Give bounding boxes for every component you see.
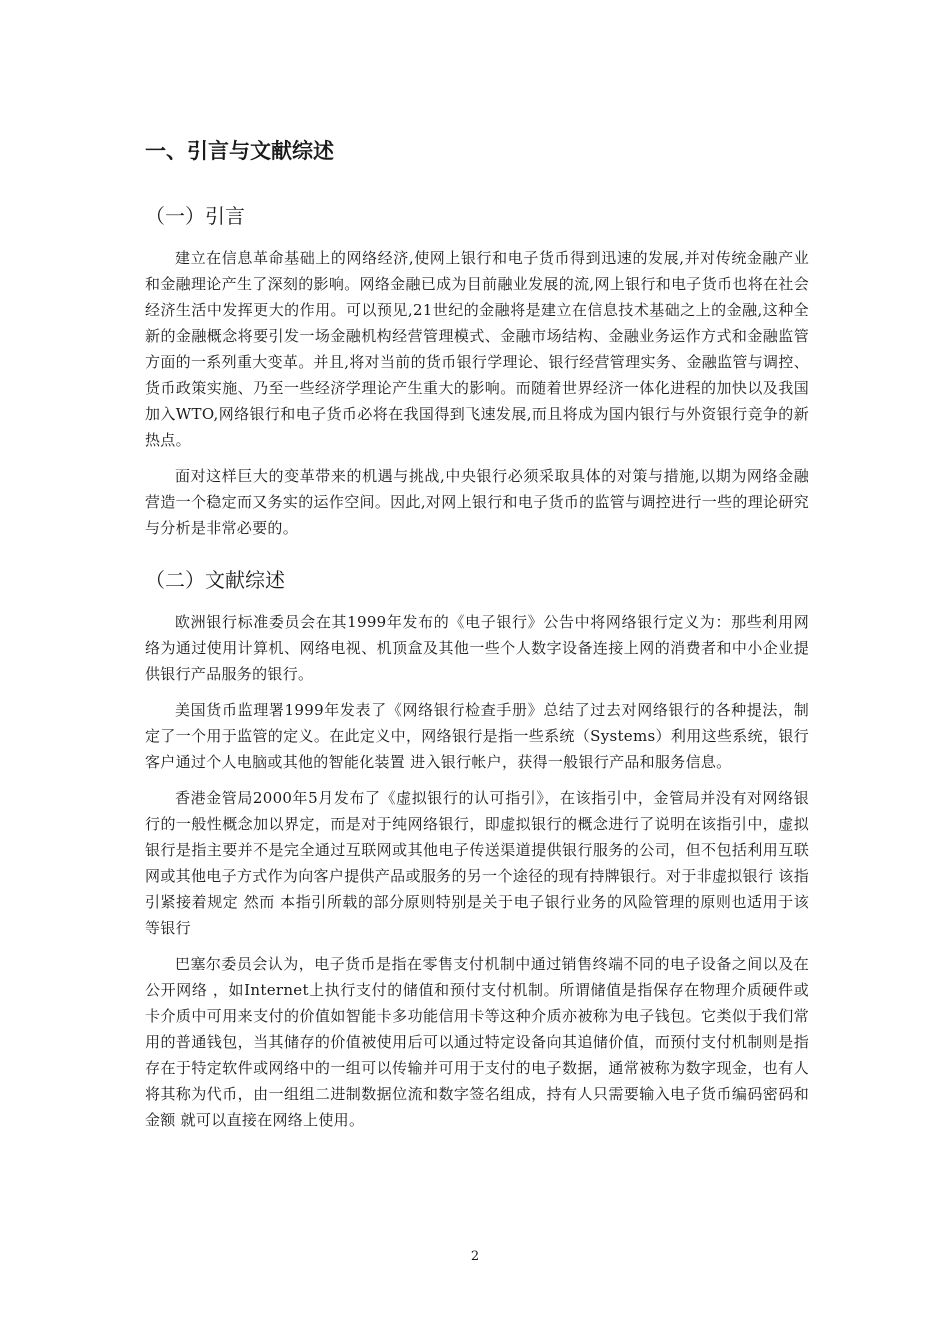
paragraph: 巴塞尔委员会认为，电子货币是指在零售支付机制中通过销售终端不同的电子设备之间以及在公开网络 ，如Internet上执行支付的储值和预付支付机制。所谓储值是指保存在物理介质硬件或卡介质中可用来支付的价值如智能卡多功能信用卡等这种介质亦被称为电子钱包。它类似于我们常用的普通钱包，当其储存的价值被使用后可以通过特定设备向其追储价值，而预付支付机制则是指存在于特定软件或网络中的一组可以传输并可用于支付的电子数据，通常被称为数字现金，也有人将其称为代币，由一组组二进制数据位流和数字签名组成，持有人只需要输入电子货币编码密码和金额 就可以直接在网络上使用。 xyxy=(145,955,809,1129)
chapter-heading: 一、引言与文献综述 xyxy=(145,139,334,163)
paragraph: 美国货币监理署1999年发表了《网络银行检查手册》总结了过去对网络银行的各种提法，制定了一个用于监管的定义。在此定义中，网络银行是指一些系统（Systems）利用这些系统，银行客户通过个人电脑或其他的智能化装置 进入银行帐户，获得一般银行产品和服务信息。 xyxy=(145,701,809,771)
paragraph: 欧洲银行标准委员会在其1999年发布的《电子银行》公告中将网络银行定义为：那些利用网络为通过使用计算机、网络电视、机顶盒及其他一些个人数字设备连接上网的消费者和中小企业提供银行产品服务的银行。 xyxy=(145,613,809,683)
section-introduction xyxy=(145,199,809,541)
section-title-introduction: （一）引言 xyxy=(145,204,245,228)
paragraph: 建立在信息革命基础上的网络经济,使网上银行和电子货币得到迅速的发展,并对传统金融产业和金融理论产生了深刻的影响。网络金融已成为目前融业发展的流,网上银行和电子货币也将在社会经济生活中发挥更大的作用。可以预见,21世纪的金融将是建立在信息技术基础之上的金融,这种全新的金融概念将要引发一场金融机构经营管理模式、金融市场结构、金融业务运作方式和金融监管方面的一系列重大变革。并且,将对当前的货币银行学理论、银行经营管理实务、金融监管与调控、货币政策实施、乃至一些经济学理论产生重大的影响。而随着世界经济一体化进程的加快以及我国加入WTO,网络银行和电子货币必将在我国得到飞速发展,而且将成为国内银行与外资银行竞争的新热点。 xyxy=(145,249,809,449)
page-content xyxy=(145,133,809,1133)
paragraph: 面对这样巨大的变革带来的机遇与挑战,中央银行必须采取具体的对策与措施,以期为网络金融营造一个稳定而又务实的运作空间。因此,对网上银行和电子货币的监管与调控进行一些的理论研究与分析是非常必要的。 xyxy=(145,467,809,537)
page-number: 2 xyxy=(470,1249,480,1264)
section-literature-review xyxy=(145,563,809,1133)
section-title-literature-review: （二）文献综述 xyxy=(145,568,285,592)
paragraph: 香港金管局2000年5月发布了《虚拟银行的认可指引》，在该指引中，金管局并没有对网络银行的一般性概念加以界定，而是对于纯网络银行，即虚拟银行的概念进行了说明在该指引中，虚拟银行是指主要并不是完全通过互联网或其他电子传送渠道提供银行服务的公司，但不包括利用互联网或其他电子方式作为向客户提供产品或服务的另一个途径的现有持牌银行。对于非虚拟银行 该指引紧接着规定 然而 本指引所载的部分原则特别是关于电子银行业务的风险管理的原则也适用于该等银行 xyxy=(145,789,809,937)
